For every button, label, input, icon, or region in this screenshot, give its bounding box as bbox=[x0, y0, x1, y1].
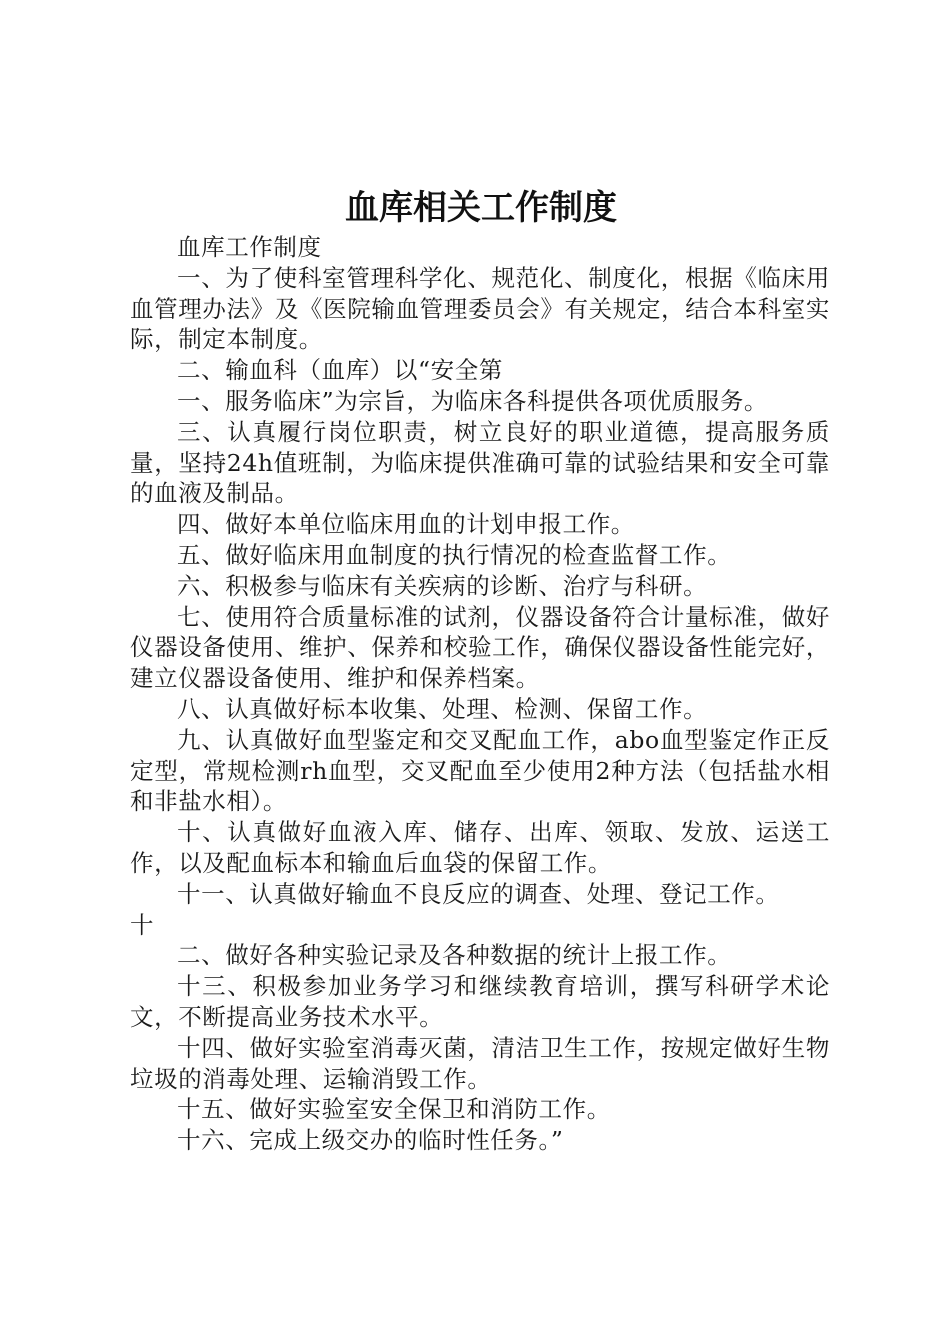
document-body bbox=[130, 232, 830, 1156]
paragraph: 十一、认真做好输血不良反应的调查、处理、登记工作。 bbox=[177, 879, 780, 908]
paragraph: 五、做好临床用血制度的执行情况的检查监督工作。 bbox=[177, 540, 732, 569]
paragraph: 十五、做好实验室安全保卫和消防工作。 bbox=[177, 1095, 611, 1124]
paragraph: 十四、做好实验室消毒灭菌，清洁卫生工作，按规定做好生物垃圾的消毒处理、运输消毁工作。 bbox=[130, 1033, 830, 1093]
paragraph: 十 bbox=[130, 910, 155, 939]
paragraph: 一、为了使科室管理科学化、规范化、制度化，根据《临床用血管理办法》及《医院输血管理委员会》有关规定，结合本科室实际，制定本制度。 bbox=[130, 263, 830, 354]
paragraph: 七、使用符合质量标准的试剂，仪器设备符合计量标准，做好仪器设备使用、维护、保养和校验工作，确保仪器设备性能完好，建立仪器设备使用、维护和保养档案。 bbox=[130, 602, 830, 693]
paragraph: 六、积极参与临床有关疾病的诊断、治疗与科研。 bbox=[177, 571, 708, 600]
paragraph: 二、输血科（血库）以“安全第 bbox=[177, 356, 503, 385]
paragraph: 四、做好本单位临床用血的计划申报工作。 bbox=[177, 510, 635, 539]
paragraph: 八、认真做好标本收集、处理、检测、保留工作。 bbox=[177, 694, 708, 723]
paragraph: 十六、完成上级交办的临时性任务。” bbox=[177, 1126, 564, 1155]
paragraph: 一、服务临床”为宗旨，为临床各科提供各项优质服务。 bbox=[177, 386, 769, 415]
paragraph: 二、做好各种实验记录及各种数据的统计上报工作。 bbox=[177, 941, 732, 970]
paragraph: 十三、积极参加业务学习和继续教育培训，撰写科研学术论文，不断提高业务技术水平。 bbox=[130, 972, 830, 1031]
paragraph: 血库工作制度 bbox=[177, 233, 322, 261]
paragraph: 三、认真履行岗位职责，树立良好的职业道德，提高服务质量，坚持24h值班制，为临床提供准确可靠的试验结果和安全可靠的血液及制品。 bbox=[130, 417, 830, 508]
document-title: 血库相关工作制度 bbox=[345, 188, 617, 228]
paragraph: 九、认真做好血型鉴定和交叉配血工作，abo血型鉴定作正反定型，常规检测rh血型，交叉配血至少使用2种方法（包括盐水相和非盐水相）。 bbox=[130, 725, 830, 816]
paragraph: 十、认真做好血液入库、储存、出库、领取、发放、运送工作，以及配血标本和输血后血袋的保留工作。 bbox=[130, 818, 830, 877]
